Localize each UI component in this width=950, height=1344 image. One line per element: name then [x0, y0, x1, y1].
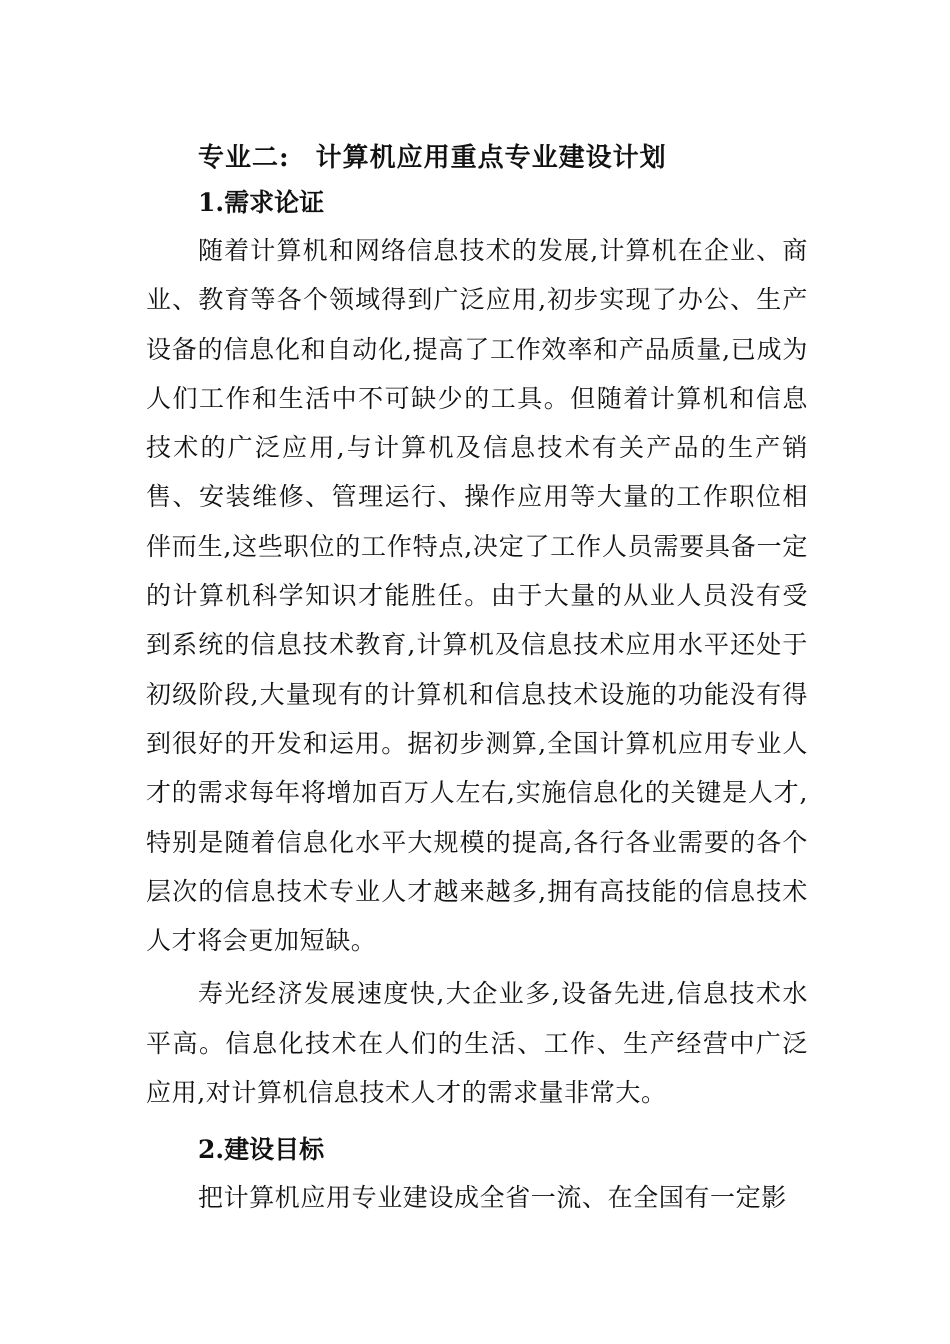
- paragraph-demand-2: 寿光经济发展速度快,大企业多,设备先进,信息技术水平高。信息化技术在人们的生活、工作、生产经营中广泛应用,对计算机信息技术人才的需求量非常大。: [146, 979, 808, 1108]
- paragraph-goals-1: 把计算机应用专业建设成全省一流、在全国有一定影: [198, 1183, 787, 1213]
- section-heading-goals: 2.建设目标: [198, 1135, 325, 1165]
- document-body: [146, 136, 808, 1223]
- section-heading-demand: 1.需求论证: [198, 188, 325, 217]
- section-spacer: [146, 1117, 808, 1127]
- paragraph-demand-1: 随着计算机和网络信息技术的发展,计算机在企业、商业、教育等各个领域得到广泛应用,初步实现了办公、生产设备的信息化和自动化,提高了工作效率和产品质量,已成为人们工作和生活中不可缺少的工具。但随着计算机和信息技术的广泛应用,与计算机及信息技术有关产品的生产销售、安装维修、管理运行、操作应用等大量的工作职位相伴而生,这些职位的工作特点,决定了工作人员需要具备一定的计算机科学知识才能胜任。由于大量的从业人员没有受到系统的信息技术教育,计算机及信息技术应用水平还处于初级阶段,大量现有的计算机和信息技术设施的功能没有得到很好的开发和运用。据初步测算,全国计算机应用专业人才的需求每年将增加百万人左右,实施信息化的关键是人才,特别是随着信息化水平大规模的提高,各行各业需要的各个层次的信息技术专业人才越来越多,拥有高技能的信息技术人才将会更加短缺。: [146, 236, 808, 956]
- title-main: 计算机应用重点专业建设计划: [315, 143, 667, 173]
- document-title: [198, 136, 808, 180]
- title-prefix: 专业二:: [198, 143, 290, 173]
